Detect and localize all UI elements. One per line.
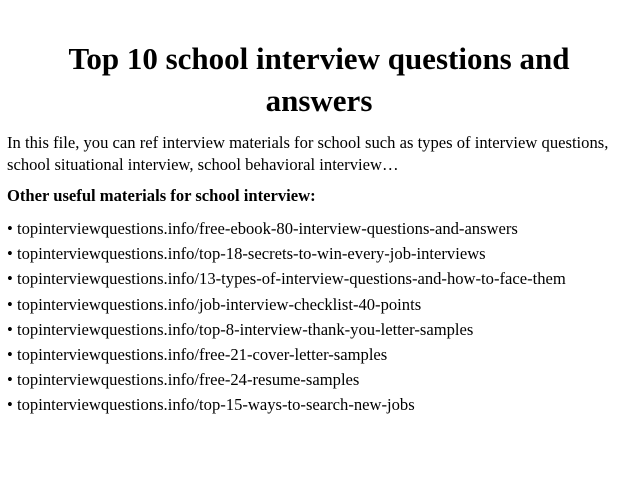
list-item [7, 218, 566, 243]
list-item [7, 319, 566, 344]
resource-link[interactable]: topinterviewquestions.info/top-8-interview-thank-you-letter-samples [17, 319, 474, 339]
resource-link-list [7, 218, 566, 420]
bullet-icon: • [7, 294, 13, 314]
bullet-icon: • [7, 370, 13, 390]
resource-link[interactable]: topinterviewquestions.info/13-types-of-interview-questions-and-how-to-face-them [17, 269, 566, 289]
intro-paragraph: In this file, you can ref interview materials for school such as types of interview questions, school situational interview, school behavioral interview… [7, 133, 609, 174]
resource-link[interactable]: topinterviewquestions.info/free-ebook-80-interview-questions-and-answers [17, 219, 518, 238]
resource-link[interactable]: topinterviewquestions.info/job-interview-checklist-40-points [17, 294, 422, 314]
list-item [7, 344, 566, 369]
materials-subheading: Other useful materials for school interview: [7, 186, 316, 205]
bullet-icon: • [7, 395, 13, 415]
resource-link[interactable]: topinterviewquestions.info/top-15-ways-to-search-new-jobs [17, 395, 415, 415]
bullet-icon: • [7, 244, 13, 264]
list-item [7, 369, 566, 394]
page-title: Top 10 school interview questions and answers [68, 41, 570, 118]
list-item [7, 243, 566, 268]
list-item [7, 394, 566, 419]
bullet-icon: • [7, 319, 13, 339]
list-item [7, 294, 566, 319]
resource-link[interactable]: topinterviewquestions.info/free-24-resume-samples [17, 370, 360, 390]
resource-link[interactable]: topinterviewquestions.info/top-18-secrets-to-win-every-job-interviews [17, 244, 486, 264]
bullet-icon: • [7, 219, 13, 238]
bullet-icon: • [7, 344, 13, 364]
list-item [7, 268, 566, 293]
resource-link[interactable]: topinterviewquestions.info/free-21-cover-letter-samples [17, 344, 388, 364]
bullet-icon: • [7, 269, 13, 289]
